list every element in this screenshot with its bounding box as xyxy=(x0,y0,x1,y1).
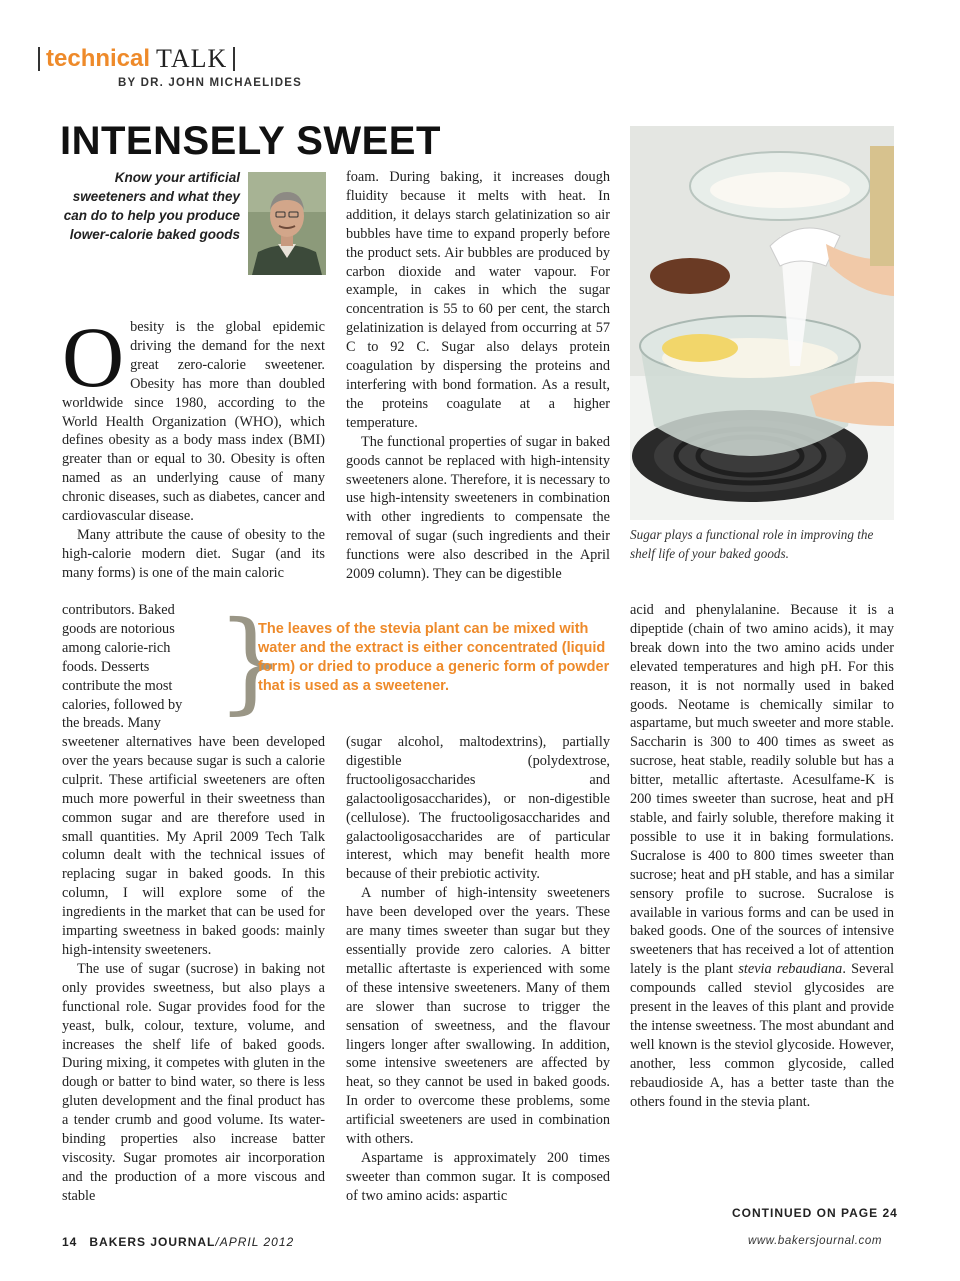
article-photo xyxy=(630,126,894,520)
column-1 xyxy=(62,309,325,583)
author-portrait xyxy=(248,172,326,275)
divider-right xyxy=(233,47,235,71)
paragraph-text: . Several compounds called steviol glycosides are present in the leaves of this plant and provide the intense sweetness. The most abundant and well known is the steviol glycoside. However, another, less common glycoside, called rebaudioside A, has a better taste than the others found in the stevia plant. xyxy=(630,961,894,1110)
paragraph: (sugar alcohol, maltodextrins), partially digestible (polydextrose, fructooligosaccharides and galactooligosaccharides), or non-digestible (cellulose). The fructooligosaccharides and galactooligosaccharides are of particular interest, which may benefit health more because of their prebiotic activity. xyxy=(346,734,610,883)
article-subtitle: Know your artificial sweeteners and what they can do to help you produce lower-calorie baked goods xyxy=(63,170,240,242)
journal-name: BAKERS JOURNAL xyxy=(89,1235,216,1249)
photo-caption: Sugar plays a functional role in improving the shelf life of your baked goods. xyxy=(630,527,874,561)
paragraph: Many attribute the cause of obesity to the high-calorie modern diet. Sugar (and its many forms) is one of the main caloric xyxy=(62,526,325,581)
species-name: stevia rebaudiana xyxy=(738,961,843,978)
byline: BY DR. JOHN MICHAELIDES xyxy=(118,77,302,89)
paragraph xyxy=(630,601,894,1111)
section-name-light: TALK xyxy=(156,44,228,73)
column-1-wrap xyxy=(62,601,196,733)
issue-date: /APRIL 2012 xyxy=(215,1235,295,1249)
divider-left xyxy=(38,47,40,71)
paragraph: The use of sugar (sucrose) in baking not only provides sweetness, but also plays a functional role. Sugar provides food for the yeast, bulk, colour, texture, volume, and increases the shelf life of baked goods. During mixing, it competes with gluten in the dough or batter to bind water, so there is less gluten development and the final product has a tender crumb and good volume. Its water-binding properties also increase batter viscosity. Sugar promotes air incorporation and the production of a more viscous and stable xyxy=(62,960,325,1204)
brace-icon: } xyxy=(216,597,286,725)
page-number: 14 xyxy=(62,1235,78,1249)
paragraph-text: acid and phenylalanine. Because it is a dipeptide (chain of two amino acids), it may break down into the two amino acids under elevated temperatures and high pH. For this reason, it is not normally used in baked goods. Neotame is chemically similar to aspartame, but much sweeter and more stable. Saccharin is 300 to 400 times as sweet as sucrose, heat stable, readily soluble but has a bitter, metallic aftertaste. Acesulfame-K is 200 times sweeter than sucrose, heat and pH stable, and fairly soluble, therefore making it possible to use it in baking formulations. Sucralose is 400 to 800 times sweeter than sucrose; heat and pH stable, and has a similar sensory profile to sucrose. Sucralose is available in various forms and can be used in baked goods. One of the sources of intensive sweeteners that has received a lot of attention lately is the plant xyxy=(630,602,894,978)
paragraph-text: besity is the global epidemic driving the demand for the next great zero-calorie sweetener. Obesity has more than doubled worldwide since 1980, according to the World Health Organization (WHO), which defines obesity as a body mass index (BMI) greater than or equal to 30. Obesity is often named as an underlying cause of many chronic diseases, such as diabetes, cancer and cardiovascular disease. xyxy=(62,319,325,525)
paragraph: The functional properties of sugar in baked goods cannot be replaced with high-intensity sweeteners alone. Therefore, it is necessary to use high-intensity sweeteners in combination with other ingredients to compensate the removal of sugar (such ingredients and their functions were also described in the April 2009 column). They can be digestible xyxy=(346,433,610,583)
column-3 xyxy=(630,601,894,1111)
section-header xyxy=(38,44,235,74)
website-url[interactable]: www.bakersjournal.com xyxy=(748,1235,883,1247)
column-2-bottom xyxy=(346,733,610,1206)
paragraph: Aspartame is approximately 200 times sweeter than common sugar. It is composed of two amino acids: aspartic xyxy=(346,1149,610,1204)
paragraph: sweetener alternatives have been developed over the years because sugar is such a calorie culprit. These artificial sweeteners are often much more powerful in their sweetness than common sugar and are therefore used in small quantities. My April 2009 Tech Talk column dealt with the technical issues of replacing sugar in baked goods. In this column, I will explore some of the ingredients in the market that can be used for imparting sweetness in baked goods: mainly high-intensity sweeteners. xyxy=(62,734,325,958)
pull-quote: The leaves of the stevia plant can be mixed with water and the extract is either concentrated (liquid form) or dried to produce a generic form of powder that is used as a sweetener. xyxy=(258,621,610,694)
paragraph: foam. During baking, it increases dough fluidity because it melts with heat. In addition, it delays starch gelatinization so air bubbles have time to expand properly before the product sets. Air bubbles are produced by carbon dioxide and water vapour. For example, in cakes in which the sugar concentration is 55 to 60 per cent, the starch gelatinization is delayed from occurring at 57 C to 92 C. Sugar also delays protein coagulation by dispersing the proteins and interfering with bond formation. As a result, the proteins coagulate at a higher temperature. xyxy=(346,169,610,431)
paragraph: A number of high-intensity sweeteners have been developed over the years. These are many times sweeter than sugar but they essentially provide zero calories. A bitter metallic aftertaste is experienced with some of these intensive sweeteners. Many of them are slower than sucrose to trigger the sensation of sweetness, and the flavour lingers longer after swallowing. In addition, some intensive sweeteners are affected by heat, so they cannot be used in baked goods. In order to overcome these problems, some artificial sweeteners are used in combination with others. xyxy=(346,885,610,1148)
column-1-lower xyxy=(62,733,325,1206)
paragraph: contributors. Baked goods are notorious among calorie-rich foods. Desserts contribute the most calories, followed by the breads. Many xyxy=(62,602,183,732)
continued-notice: CONTINUED ON PAGE 24 xyxy=(732,1206,898,1220)
column-2-top xyxy=(346,168,610,584)
article-title: INTENSELY SWEET xyxy=(60,119,441,163)
folio xyxy=(62,1235,294,1249)
section-name-bold: technical xyxy=(46,45,151,72)
drop-cap: O xyxy=(62,309,125,405)
paragraph xyxy=(62,309,325,526)
